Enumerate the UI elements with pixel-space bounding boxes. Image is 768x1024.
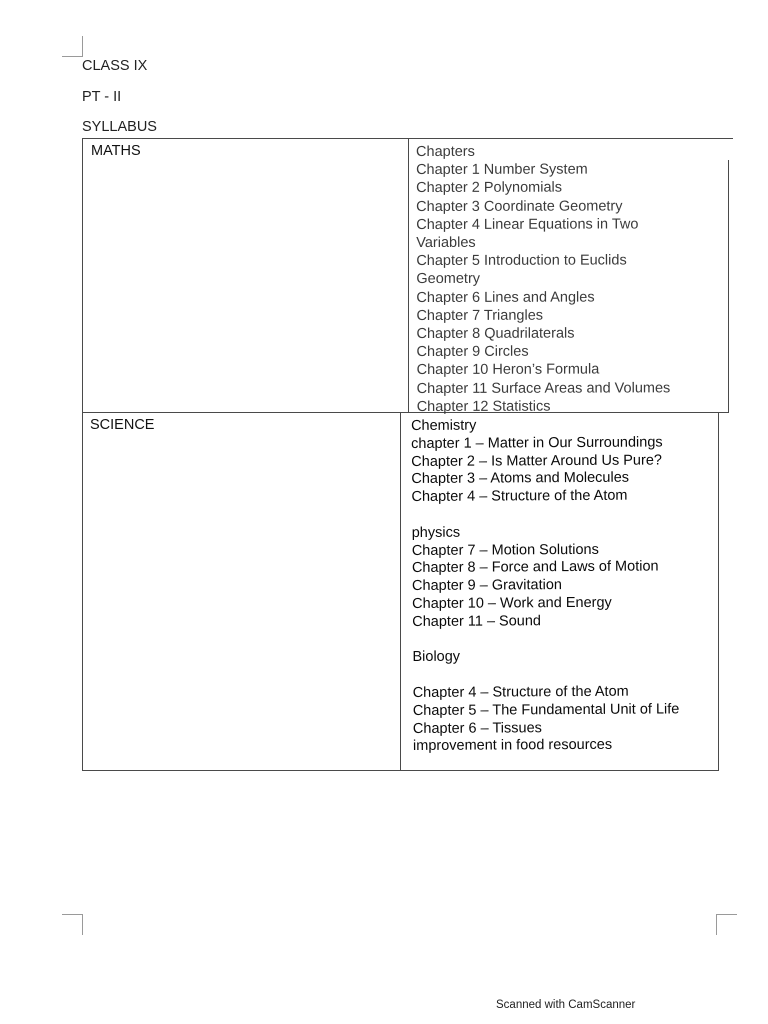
class-heading: CLASS IX bbox=[82, 58, 148, 74]
list-item: Chapter 7 Triangles bbox=[416, 307, 544, 324]
list-item: Chapter 6 Lines and Angles bbox=[416, 289, 595, 306]
list-item: Chapter 7 – Motion Solutions bbox=[411, 541, 599, 559]
list-item: Chapter 4 Linear Equations in Two bbox=[416, 216, 639, 233]
list-item: physics bbox=[411, 524, 461, 541]
crop-mark-bottom-right bbox=[716, 914, 737, 935]
table-left-border bbox=[82, 138, 83, 771]
list-item: Chapter 8 Quadrilaterals bbox=[416, 325, 575, 343]
crop-mark-bottom-left bbox=[62, 914, 83, 935]
list-item: Chapter 9 Circles bbox=[416, 343, 529, 361]
list-item: Chapter 5 – The Fundamental Unit of Life bbox=[412, 701, 680, 719]
list-spacer bbox=[413, 666, 680, 685]
list-item: Chapter 5 Introduction to Euclids bbox=[416, 252, 627, 270]
table-column-divider bbox=[408, 138, 409, 413]
list-item: Chapter 12 Statistics bbox=[416, 398, 551, 415]
syllabus-heading: SYLLABUS bbox=[82, 119, 157, 135]
scanner-footer: Scanned with CamScanner bbox=[496, 999, 636, 1011]
list-item: Chemistry bbox=[411, 417, 477, 434]
list-item: Geometry bbox=[416, 271, 481, 288]
list-item: chapter 1 – Matter in Our Surroundings bbox=[411, 434, 663, 452]
list-item: Chapter 10 – Work and Energy bbox=[412, 594, 612, 612]
list-item: Chapter 8 – Force and Laws of Motion bbox=[411, 558, 659, 577]
list-item: Chapter 6 – Tissues bbox=[412, 719, 542, 737]
crop-mark-top-left bbox=[62, 36, 83, 57]
list-item: Chapter 11 Surface Areas and Volumes bbox=[416, 379, 671, 397]
table-right-border-lower bbox=[718, 412, 719, 771]
test-heading: PT - II bbox=[82, 89, 122, 105]
subject-maths: MATHS bbox=[91, 143, 141, 159]
list-spacer bbox=[412, 630, 679, 649]
list-spacer bbox=[412, 505, 679, 524]
list-item: Chapter 3 Coordinate Geometry bbox=[416, 198, 623, 215]
list-item: Chapter 1 Number System bbox=[416, 161, 588, 179]
list-item: Chapter 3 – Atoms and Molecules bbox=[411, 470, 630, 488]
science-chapter-list bbox=[411, 416, 680, 756]
list-item: Chapter 2 Polynomials bbox=[416, 180, 563, 197]
maths-chapter-list bbox=[416, 142, 670, 416]
list-item: Chapter 9 – Gravitation bbox=[411, 577, 562, 595]
list-item: Chapter 11 – Sound bbox=[412, 612, 542, 630]
subject-science: SCIENCE bbox=[90, 417, 155, 433]
list-item: improvement in food resources bbox=[412, 737, 613, 755]
list-item: Chapter 10 Heron’s Formula bbox=[416, 361, 600, 379]
list-item: Chapter 4 – Structure of the Atom bbox=[411, 487, 628, 506]
table-right-border bbox=[728, 160, 729, 413]
list-item: Chapter 4 – Structure of the Atom bbox=[412, 683, 629, 701]
list-item: Variables bbox=[416, 234, 476, 252]
list-item: Chapter 2 – Is Matter Around Us Pure? bbox=[411, 452, 662, 470]
table-column-divider-lower bbox=[400, 412, 401, 771]
list-item: Chapters bbox=[416, 143, 475, 160]
list-item: Biology bbox=[412, 649, 461, 666]
